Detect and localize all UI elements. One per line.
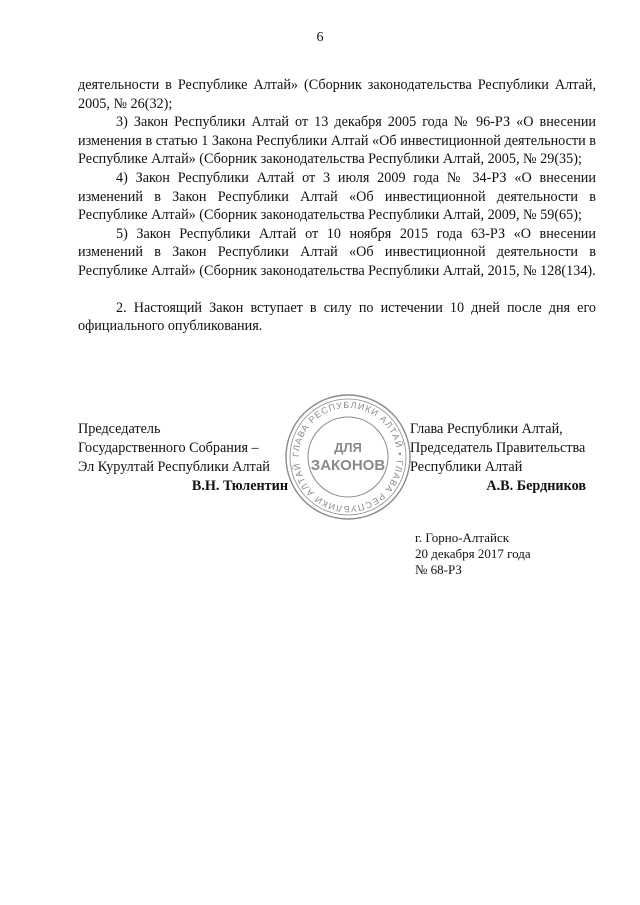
signatory-title-line: Глава Республики Алтай, [410, 421, 563, 437]
signatory-title-line: Эл Курултай Республики Алтай [78, 459, 270, 475]
list-item-3: 3) Закон Республики Алтай от 13 декабря 2005 года № 96-РЗ «О внесении изменения в статью 1 Закона Республики Алтай «Об инвестиционной деятельности в Республике Алтай» (Сборник законодательства Республики Алтай, 2005, № 29(35); [78, 114, 596, 168]
svg-text:ЗАКОНОВ: ЗАКОНОВ [310, 457, 386, 474]
svg-text:ГЛАВА РЕСПУБЛИКИ АЛТАЙ • ГЛАВА: ГЛАВА РЕСПУБЛИКИ АЛТАЙ • ГЛАВА РЕСПУБЛИКИ АЛТАЙ [290, 399, 406, 515]
signatory-title-line: Председатель [78, 421, 161, 437]
signature-block-left [78, 420, 288, 496]
signatory-title-line: Республики Алтай [410, 459, 523, 475]
place-date-block [415, 530, 531, 578]
svg-text:ДЛЯ: ДЛЯ [334, 440, 362, 455]
city: г. Горно-Алтайск [415, 530, 510, 545]
signatory-name: А.В. Бердников [486, 478, 586, 494]
document-body [78, 76, 596, 336]
official-seal [283, 392, 413, 522]
law-number: № 68-РЗ [415, 562, 462, 577]
signatory-title-line: Председатель Правительства [410, 440, 586, 456]
article-2: 2. Настоящий Закон вступает в силу по истечении 10 дней после дня его официального опубликования. [78, 299, 596, 335]
page-number: 6 [316, 30, 324, 45]
list-item-4: 4) Закон Республики Алтай от 3 июля 2009 года № 34-РЗ «О внесении изменений в Закон Республики Алтай «Об инвестиционной деятельности в Республике Алтай» (Сборник законодательства Республики Алтай, 2009, № 59(65); [78, 169, 596, 224]
paragraph-continuation: деятельности в Республике Алтай» (Сборник законодательства Республики Алтай, 2005, № 26(32); [78, 77, 596, 112]
signatory-name: В.Н. Тюлентин [191, 478, 288, 494]
signature-block-right [410, 420, 600, 496]
signatory-title-line: Государственного Собрания – [78, 440, 259, 456]
date: 20 декабря 2017 года [415, 546, 531, 561]
list-item-5: 5) Закон Республики Алтай от 10 ноября 2015 года 63-РЗ «О внесении изменений в Закон Республики Алтай «Об инвестиционной деятельности в Республике Алтай» (Сборник законодательства Республики Алтай, 2015, № 128(134). [78, 225, 596, 279]
